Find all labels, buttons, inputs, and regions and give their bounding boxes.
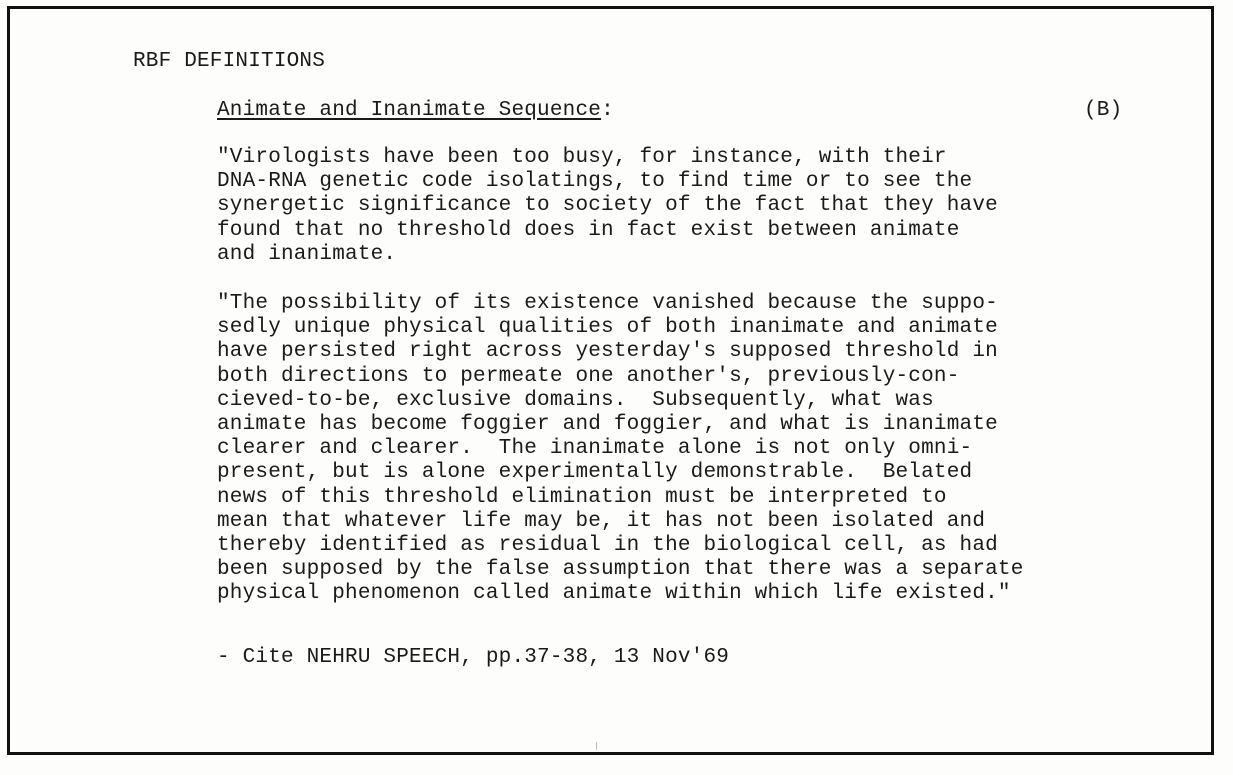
entry-title: Animate and Inanimate Sequence	[217, 99, 602, 122]
scan-mark	[596, 742, 597, 750]
quote-paragraph-2: "The possibility of its existence vanished because the suppo- sedly unique physical qualities of both inanimate and animate have persisted right across yesterday's supposed threshold in both directions to permeate one another's, previously-con- cieved-to-be, exclusive domains. Subsequently, what was animate has become foggier and foggier, and what is inanimate clearer and clearer. The inanimate alone is not only omni- present, but is alone experimentally demonstrable. Belated news of this threshold elimination must be interpreted to mean that whatever life may be, it has not been isolated and thereby identified as residual in the biological cell, as had been supposed by the false assumption that there was a separate physical phenomenon called animate within which life existed."	[217, 292, 1024, 606]
entry-label: (B)	[1084, 99, 1123, 122]
citation: - Cite NEHRU SPEECH, pp.37-38, 13 Nov'69	[217, 646, 730, 669]
quote-paragraph-1: "Virologists have been too busy, for instance, with their DNA-RNA genetic code isolatings, to find time or to see the synergetic significance to society of the fact that they have found that no threshold does in fact exist between animate and inanimate.	[217, 146, 998, 266]
entry-title-colon: :	[601, 99, 614, 122]
section-header: RBF DEFINITIONS	[133, 50, 326, 73]
entry-heading	[217, 99, 614, 122]
